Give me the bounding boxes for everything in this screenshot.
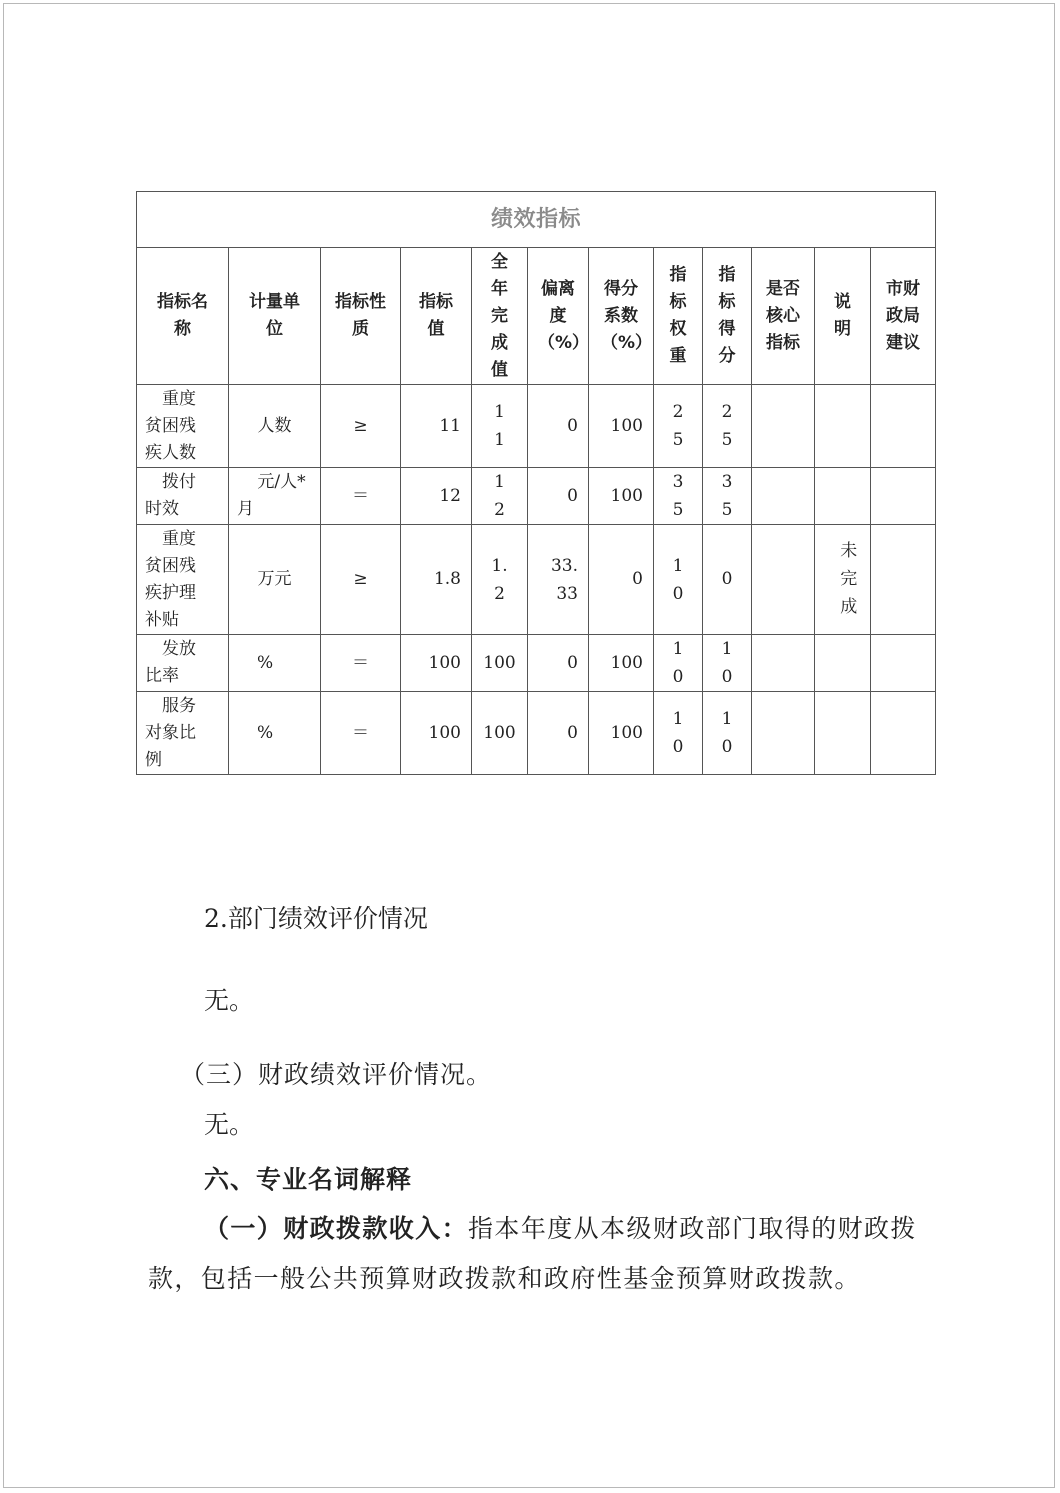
cell-weight: 35 bbox=[654, 468, 703, 525]
cell-weight: 10 bbox=[654, 692, 703, 775]
cell-description bbox=[815, 635, 871, 692]
cell-target-value: 1.8 bbox=[401, 525, 472, 635]
header-description: 说明 bbox=[815, 248, 871, 385]
fiscal-eval-body: 无。 bbox=[204, 1110, 255, 1139]
cell-core-indicator bbox=[752, 525, 815, 635]
performance-indicator-table bbox=[136, 191, 936, 775]
table-row bbox=[137, 692, 936, 775]
cell-annual-actual: 100 bbox=[472, 635, 528, 692]
cell-finance-bureau-advice bbox=[871, 525, 936, 635]
cell-weight: 25 bbox=[654, 385, 703, 468]
table-row bbox=[137, 635, 936, 692]
cell-unit: 万元 bbox=[229, 525, 321, 635]
table-row bbox=[137, 525, 936, 635]
glossary-item-1-term: （一）财政拨款收入： bbox=[204, 1214, 469, 1243]
cell-score-coefficient: 0 bbox=[589, 525, 654, 635]
fiscal-eval-heading: （三）财政绩效评价情况。 bbox=[180, 1060, 493, 1089]
cell-core-indicator bbox=[752, 635, 815, 692]
cell-score-coefficient: 100 bbox=[589, 385, 654, 468]
header-score-coefficient: 得分系数（%） bbox=[589, 248, 654, 385]
table-row bbox=[137, 385, 936, 468]
cell-deviation: 0 bbox=[528, 692, 589, 775]
cell-nature: ＝ bbox=[321, 635, 401, 692]
cell-nature: ≥ bbox=[321, 385, 401, 468]
glossary-item-1-definition: 指本年度从本级财政部门取得的财政拨款，包括一般公共预算财政拨款和政府性基金预算财政拨款。 bbox=[148, 1214, 917, 1293]
cell-description: 未完成 bbox=[815, 525, 871, 635]
header-core-indicator: 是否核心指标 bbox=[752, 248, 815, 385]
cell-indicator-name: 发放比率 bbox=[137, 635, 229, 692]
cell-finance-bureau-advice bbox=[871, 692, 936, 775]
cell-deviation: 33.33 bbox=[528, 525, 589, 635]
cell-nature: ＝ bbox=[321, 692, 401, 775]
cell-score: 0 bbox=[703, 525, 752, 635]
dept-eval-heading: 2.部门绩效评价情况 bbox=[204, 904, 428, 933]
cell-core-indicator bbox=[752, 385, 815, 468]
header-indicator-name: 指标名称 bbox=[137, 248, 229, 385]
table-header-row bbox=[137, 248, 936, 385]
table-row bbox=[137, 468, 936, 525]
cell-score-coefficient: 100 bbox=[589, 468, 654, 525]
cell-deviation: 0 bbox=[528, 635, 589, 692]
cell-target-value: 100 bbox=[401, 692, 472, 775]
glossary-item-1 bbox=[148, 1204, 938, 1304]
cell-indicator-name: 重度贫困残疾护理补贴 bbox=[137, 525, 229, 635]
cell-annual-actual: 1.2 bbox=[472, 525, 528, 635]
cell-annual-actual: 12 bbox=[472, 468, 528, 525]
cell-finance-bureau-advice bbox=[871, 385, 936, 468]
header-annual-actual: 全年完成值 bbox=[472, 248, 528, 385]
cell-weight: 10 bbox=[654, 525, 703, 635]
cell-deviation: 0 bbox=[528, 468, 589, 525]
cell-indicator-name: 拨付时效 bbox=[137, 468, 229, 525]
cell-annual-actual: 100 bbox=[472, 692, 528, 775]
cell-score: 25 bbox=[703, 385, 752, 468]
cell-core-indicator bbox=[752, 692, 815, 775]
cell-indicator-name: 重度贫困残疾人数 bbox=[137, 385, 229, 468]
cell-target-value: 100 bbox=[401, 635, 472, 692]
cell-unit: 人数 bbox=[229, 385, 321, 468]
cell-nature: ≥ bbox=[321, 525, 401, 635]
cell-deviation: 0 bbox=[528, 385, 589, 468]
cell-description bbox=[815, 468, 871, 525]
table-title: 绩效指标 bbox=[137, 192, 936, 248]
cell-unit: 元/人*月 bbox=[229, 468, 321, 525]
header-target-value: 指标值 bbox=[401, 248, 472, 385]
header-score: 指标得分 bbox=[703, 248, 752, 385]
cell-finance-bureau-advice bbox=[871, 635, 936, 692]
header-weight: 指标权重 bbox=[654, 248, 703, 385]
glossary-heading: 六、专业名词解释 bbox=[204, 1165, 413, 1194]
header-unit: 计量单位 bbox=[229, 248, 321, 385]
header-deviation: 偏离度（%） bbox=[528, 248, 589, 385]
cell-score-coefficient: 100 bbox=[589, 692, 654, 775]
cell-indicator-name: 服务对象比例 bbox=[137, 692, 229, 775]
cell-score-coefficient: 100 bbox=[589, 635, 654, 692]
cell-core-indicator bbox=[752, 468, 815, 525]
dept-eval-body: 无。 bbox=[204, 986, 255, 1015]
cell-description bbox=[815, 385, 871, 468]
cell-score: 35 bbox=[703, 468, 752, 525]
cell-unit: % bbox=[229, 635, 321, 692]
cell-weight: 10 bbox=[654, 635, 703, 692]
cell-unit: % bbox=[229, 692, 321, 775]
cell-score: 10 bbox=[703, 635, 752, 692]
cell-nature: ＝ bbox=[321, 468, 401, 525]
cell-target-value: 11 bbox=[401, 385, 472, 468]
cell-target-value: 12 bbox=[401, 468, 472, 525]
header-nature: 指标性质 bbox=[321, 248, 401, 385]
cell-annual-actual: 11 bbox=[472, 385, 528, 468]
cell-description bbox=[815, 692, 871, 775]
header-finance-bureau-advice: 市财政局建议 bbox=[871, 248, 936, 385]
cell-finance-bureau-advice bbox=[871, 468, 936, 525]
cell-score: 10 bbox=[703, 692, 752, 775]
